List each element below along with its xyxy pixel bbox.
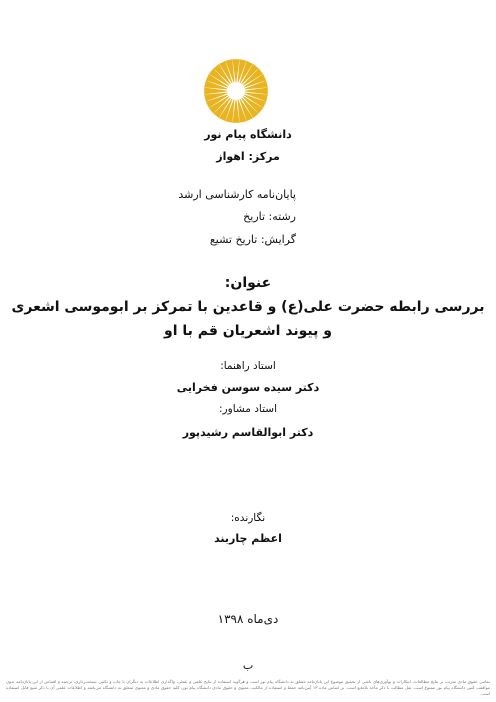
title-label: عنوان: (224, 275, 272, 291)
university-name: دانشگاه پیام نور (204, 128, 292, 141)
author-name: اعظم چاربند (214, 532, 282, 545)
specialization-text: گرایش: تاریخ تشیع (209, 233, 296, 246)
page-letter: ب (242, 659, 254, 672)
copyright-footer: تمامی حقوق مادی مترتب بر نتایج مطالعات، ابتکارات و نوآوری‌های ناشی از تحقیق موضوع این پایان‌نامه متعلق به دانشگاه پیام نور است و هرگونه استفاده از نتایج علمی و عملی، واگذاری اطلاعات به دیگران یا چاپ و تکثیر، نسخه‌برداری، ترجمه و اقتباس از این پایان‌نامه بدون موافقت کتبی دانشگاه پیام نور ممنوع است. نقل مطالب با ذکر مأخذ بلامانع است. بر اساس ماده ۱۳ آیین‌نامه حفظ و استفاده از مالکیت معنوی و حقوق مادی دانشگاه پیام نور، کلیه حقوق مادی و معنوی متعلق به دانشگاه می‌باشد و اطلاعات علمی آن با ذکر منبع قابل استفاده است. (6, 679, 490, 696)
title-line-1: بررسی رابطه حضرت علی(ع) و قاعدین با تمرکز بر ابوموسی اشعری (11, 299, 485, 315)
payame-noor-logo (203, 58, 269, 124)
center-name: مرکز: اهواز (216, 150, 280, 163)
author-label: نگارنده: (230, 512, 266, 524)
title-line-2: و پیوند اشعریان قم با او (164, 323, 332, 339)
consultant-name: دکتر ابوالقاسم رشیدپور (182, 426, 314, 439)
logo-center (229, 84, 243, 98)
advisor-label: استاد راهنما: (220, 360, 276, 372)
consultant-label: استاد مشاور: (219, 403, 277, 415)
degree-text: پایان‌نامه کارشناسی ارشد (178, 188, 296, 201)
date-text: دی‌ماه ۱۳۹۸ (217, 612, 279, 626)
field-text: رشته: تاریخ (243, 210, 296, 223)
advisor-name: دکتر سیده سوسن فخرایی (176, 381, 320, 394)
